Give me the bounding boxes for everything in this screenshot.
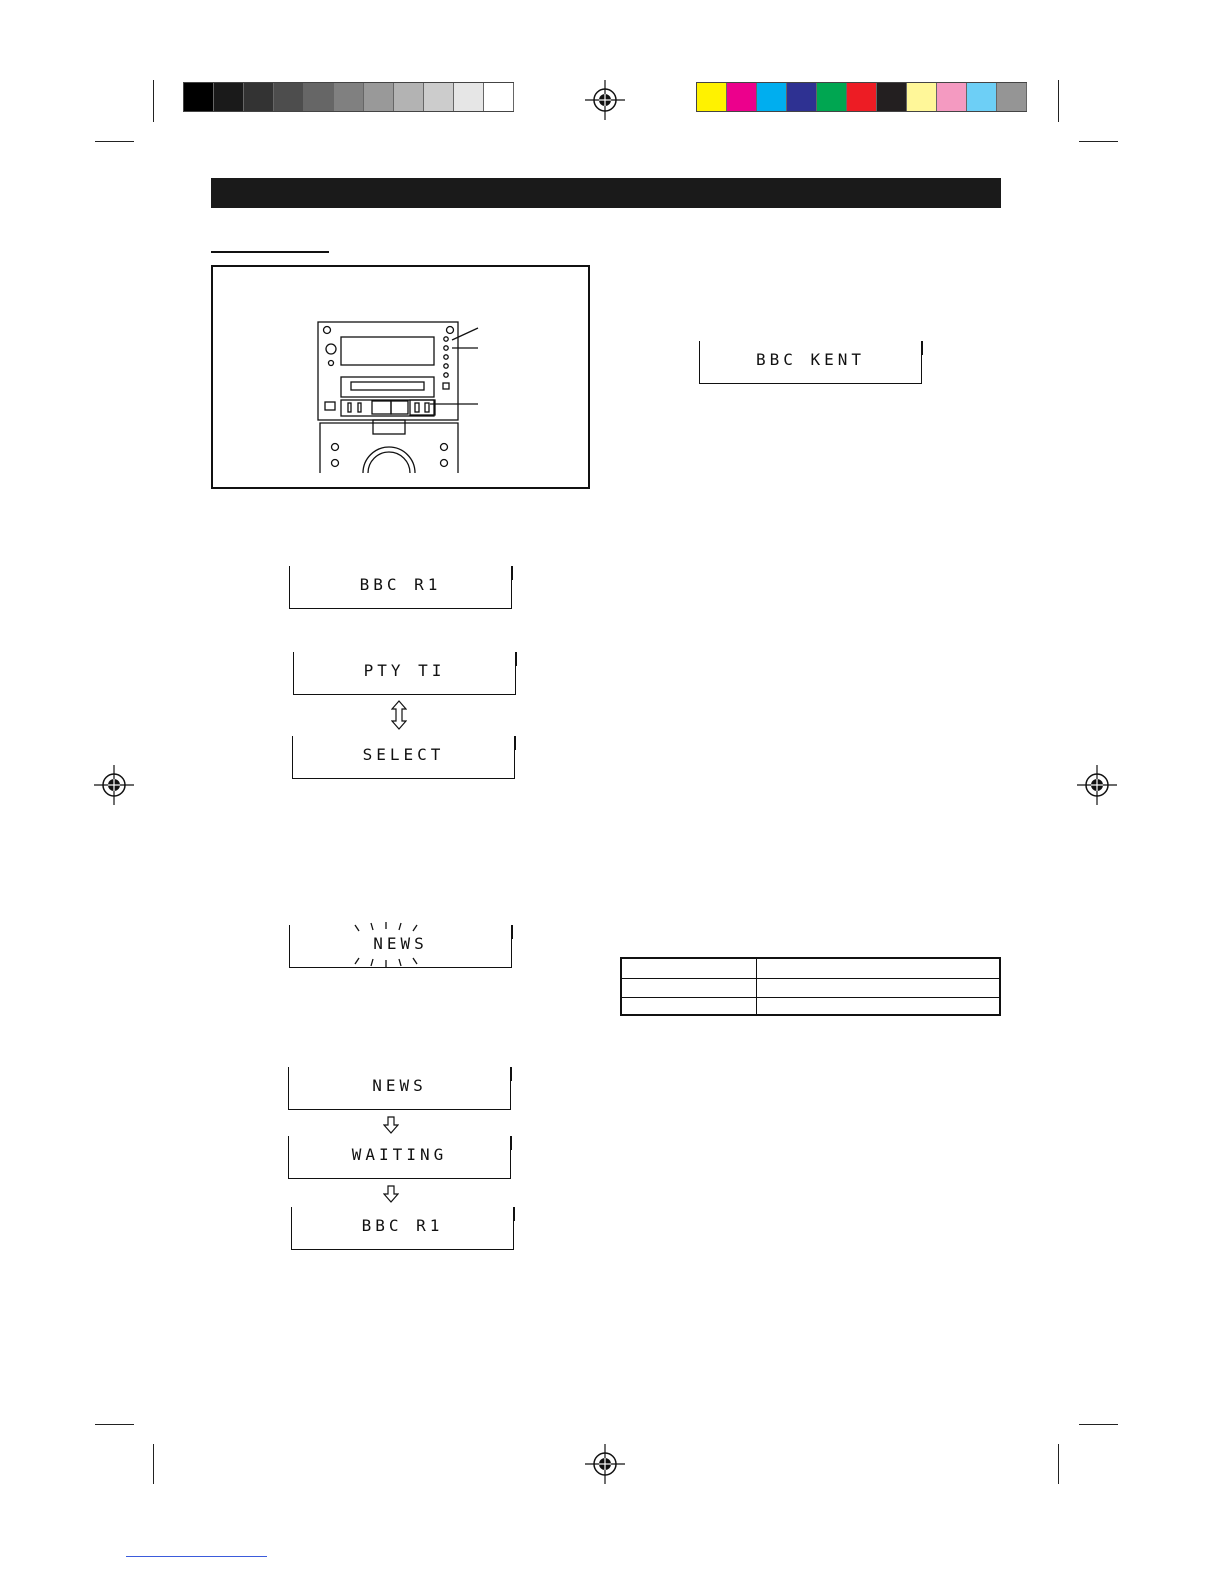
grayscale-swatch — [394, 83, 424, 111]
process-color-swatch — [907, 83, 937, 111]
down-arrow-icon — [383, 1116, 399, 1134]
grayscale-bar — [183, 82, 514, 112]
display-station-name-return — [291, 1208, 514, 1250]
section-header-bar — [211, 178, 1001, 208]
display-news — [288, 1068, 511, 1110]
process-color-swatch — [967, 83, 997, 111]
process-color-swatch — [787, 83, 817, 111]
display-text: NEWS — [373, 934, 428, 953]
display-text: NEWS — [372, 1076, 427, 1095]
crop-mark — [1058, 1444, 1059, 1484]
grayscale-swatch — [424, 83, 454, 111]
process-color-swatch — [727, 83, 757, 111]
crop-mark — [1079, 141, 1118, 142]
display-station-name — [289, 567, 512, 609]
up-down-arrow-icon — [391, 700, 407, 730]
flashing-indicator-icon — [345, 920, 427, 970]
display-text: WAITING — [351, 1145, 448, 1164]
display-pty-ti — [293, 653, 516, 695]
table-column-divider — [756, 959, 757, 1014]
crop-mark — [1058, 80, 1059, 122]
display-text: PTY TI — [363, 661, 446, 680]
crop-mark — [95, 1424, 134, 1425]
device-illustration-frame — [211, 265, 590, 489]
display-text: BBC KENT — [755, 350, 866, 369]
registration-mark-icon — [585, 80, 625, 120]
grayscale-swatch — [484, 83, 514, 111]
process-color-swatch — [937, 83, 967, 111]
process-color-swatch — [757, 83, 787, 111]
display-bbc-kent — [699, 342, 922, 384]
grayscale-swatch — [274, 83, 304, 111]
down-arrow-icon — [383, 1185, 399, 1203]
table-row-divider — [622, 978, 999, 979]
grayscale-swatch — [334, 83, 364, 111]
grayscale-swatch — [364, 83, 394, 111]
process-color-swatch — [877, 83, 907, 111]
registration-mark-icon — [1077, 765, 1117, 805]
info-table — [620, 957, 1001, 1016]
display-text: BBC R1 — [361, 1216, 444, 1235]
display-select — [292, 737, 515, 779]
registration-mark-icon — [585, 1444, 625, 1484]
process-color-swatch — [817, 83, 847, 111]
crop-mark — [95, 141, 134, 142]
footer-rule — [126, 1556, 267, 1557]
registration-mark-icon — [94, 765, 134, 805]
grayscale-swatch — [184, 83, 214, 111]
crop-mark — [153, 80, 154, 122]
process-color-swatch — [847, 83, 877, 111]
section-title-underline — [211, 251, 329, 253]
crop-mark — [1079, 1424, 1118, 1425]
stereo-unit-illustration — [213, 267, 588, 487]
process-color-swatch — [997, 83, 1027, 111]
display-text: BBC R1 — [359, 575, 442, 594]
display-text: SELECT — [362, 745, 445, 764]
grayscale-swatch — [244, 83, 274, 111]
grayscale-swatch — [304, 83, 334, 111]
grayscale-swatch — [454, 83, 484, 111]
table-row-divider — [622, 997, 999, 998]
display-waiting — [288, 1137, 511, 1179]
crop-mark — [153, 1444, 154, 1484]
process-color-bar — [696, 82, 1027, 112]
process-color-swatch — [697, 83, 727, 111]
grayscale-swatch — [214, 83, 244, 111]
